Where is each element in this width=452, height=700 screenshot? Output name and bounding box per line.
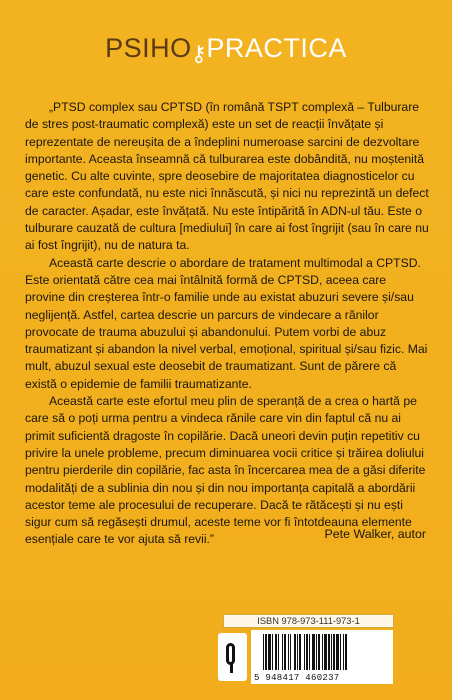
series-logo-part2: PRACTICA [206, 33, 347, 63]
blurb-paragraph-2: Această carte descrie o abordare de tratament multimodal a CPTSD. Este orientată către cea mai întâlnită formă de CPTSD, aceea care provine din creșterea într-o familie unde au existat abuzuri severe și/sau neglijență. Astfel, cartea descrie un parcurs de vindecare a rănilor provocate de trauma abuzului și abandonului. Putem vorbi de abuz traumatizant și abandon la nivel verbal, emoțional, spiritual și/sau fizic. Mai mult, abuzul sexual este deosebit de traumatizant. Sunt de părere că există o epidemie de familii traumatizante. [25, 255, 428, 391]
isbn-label: ISBN 978-973-111-973-1 [223, 614, 394, 628]
series-logo [0, 31, 452, 67]
barcode-number: 5 948417 460237 [254, 673, 340, 683]
author-signature: Pete Walker, autor [324, 527, 426, 541]
key-icon: ⚷ [190, 41, 208, 66]
barcode [251, 630, 393, 684]
barcode-bars-icon [251, 630, 393, 674]
blurb-paragraph-3: Această carte este efortul meu plin de speranță de a crea o hartă pe care să o poți urma pentru a vindeca rănile care vin din faptul că nu ai primit suficientă dragoste în copilărie. Dacă uneori devin puțin repetitiv cu privire la unele probleme, precum diminuarea vocii critice și trăirea doliului pentru pierderile din copilărie, fac asta în încercarea mea de a găsi diferite modalități de a sublinia din nou și din nou importanța capitală a abordării acestor teme ale procesului de recuperare. Dacă te rătăcești și nu ești sigur cum să regăsești drumul, aceste teme vor fi întotdeauna elemente esențiale care te vor ajuta să revii.” [25, 394, 426, 547]
blurb-text [25, 99, 429, 549]
publisher-logo-icon [218, 633, 247, 681]
series-logo-part1: PSIHO [105, 33, 192, 63]
blurb-paragraph-1: „PTSD complex sau CPTSD (în română TSPT complexă – Tulburare de stres post-traumatic complexă) este un set de reacții învățate și reprezentate de nereușita de a îndeplini numeroase sarcini de dezvoltare importante. Aceasta înseamnă că tulburarea este dobândită, nu moștenită genetic. Cu alte cuvinte, spre deosebire de majoritatea diagnosticelor cu care este confundată, nu este nici înnăscută, și nici nu reprezintă un defect de caracter. Așadar, este învățată. Nu este întipărită în ADN-ul tău. Este o tulburare cauzată de cultura [mediului] în care ai fost îngrijit (sau în care nu ai fost îngrijit), nu de natura ta. [25, 100, 429, 253]
